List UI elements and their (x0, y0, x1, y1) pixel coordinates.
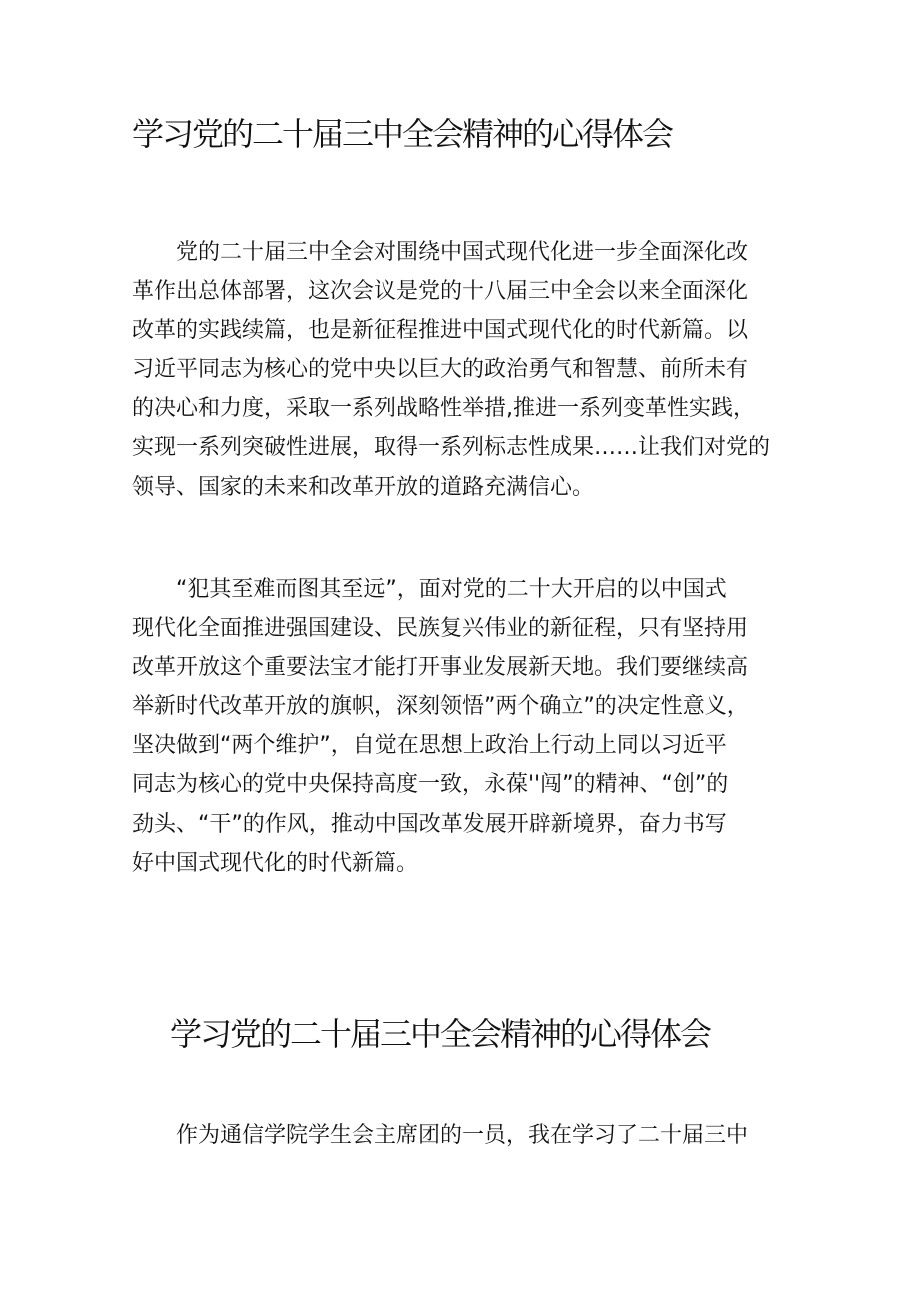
paragraph-line: 领导、国家的未来和改革开放的道路充满信心。 (132, 474, 595, 500)
body-paragraph (132, 233, 796, 507)
paragraph-line: 劲头、“干”的作风，推动中国改革发展开辟新境界，奋力书写 (132, 811, 727, 837)
section-title: 学习党的二十届三中全会精神的心得体会 (170, 1015, 711, 1053)
paragraph-line: 改革开放这个重要法宝才能打开事业发展新天地。我们要继续高 (132, 655, 749, 681)
paragraph-line: 好中国式现代化的时代新篇。 (132, 850, 419, 876)
paragraph-line: “犯其至难而图其至远”，面对党的二十大开启的以中国式 (132, 577, 727, 602)
paragraph-line: 习近平同志为核心的党中央以巨大的政治勇气和智慧、前所未有 (132, 357, 749, 383)
paragraph-line: 作为通信学院学生会主席团的一员，我在学习了二十届三中 (132, 1123, 749, 1148)
paragraph-line: 举新时代改革开放的旗帜，深刻领悟”两个确立”的决定性意义， (132, 694, 749, 720)
paragraph-line: 现代化全面推进强国建设、民族复兴伟业的新征程，只有坚持用 (132, 616, 749, 642)
paragraph-line: 的决心和力度，采取一系列战略性举措,推进一系列变革性实践， (132, 396, 755, 422)
section-title: 学习党的二十届三中全会精神的心得体会 (132, 115, 673, 153)
paragraph-line: 同志为核心的党中央保持高度一致，永葆''闯”的精神、“创”的 (132, 772, 729, 798)
body-paragraph (132, 1116, 796, 1155)
paragraph-line: 坚决做到“两个维护”，自觉在思想上政治上行动上同以习近平 (132, 733, 727, 759)
body-paragraph (132, 570, 796, 883)
paragraph-line: 改革的实践续篇，也是新征程推进中国式现代化的时代新篇。以 (132, 318, 749, 344)
paragraph-line: 党的二十届三中全会对围绕中国式现代化进一步全面深化改 (132, 240, 749, 265)
paragraph-line: 革作出总体部署，这次会议是党的十八届三中全会以来全面深化 (132, 279, 749, 305)
paragraph-line: 实现一系列突破性进展，取得一系列标志性成果……让我们对党的 (132, 435, 771, 461)
